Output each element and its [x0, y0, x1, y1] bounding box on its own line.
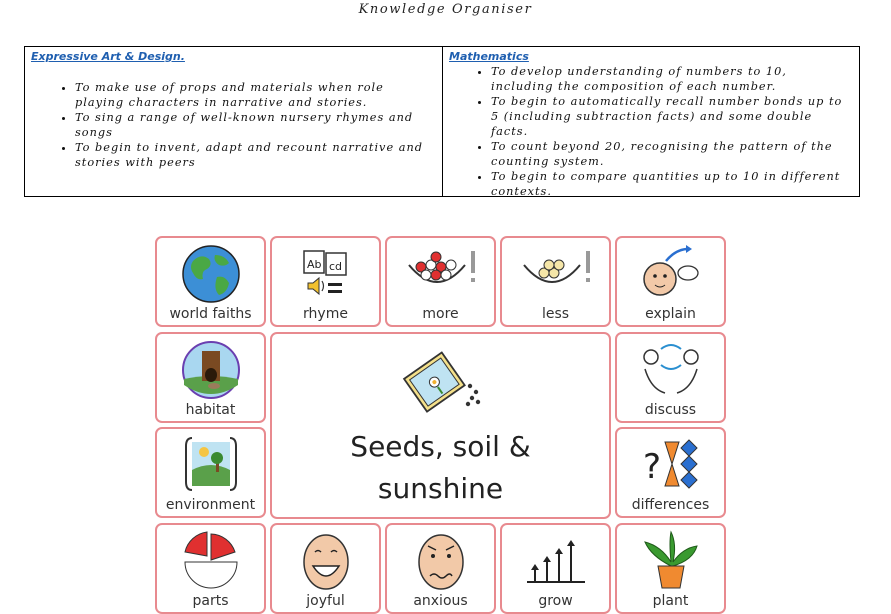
list-item: • To make use of props and materials when role playing characters in narrative and stories.	[75, 80, 436, 110]
list-item: • To begin to automatically recall number bonds up to 5 (including subtraction facts) and some double facts.	[491, 94, 853, 139]
cell-environment	[155, 427, 266, 518]
cell-label: explain	[645, 306, 696, 322]
more-icon	[401, 243, 481, 301]
cell-grow	[500, 523, 611, 614]
seed-packet-icon	[398, 342, 488, 424]
explain-icon	[636, 243, 706, 303]
cell-joyful	[270, 523, 381, 614]
cell-habitat	[155, 332, 266, 423]
cell-differences	[615, 427, 726, 518]
grow-icon	[521, 530, 591, 592]
cell-label: more	[422, 306, 459, 322]
page-title: Knowledge Organiser	[358, 2, 533, 17]
cell-plant	[615, 523, 726, 614]
expressive-art-column	[25, 47, 443, 196]
list-item: • To develop understanding of numbers to 10, including the composition of each number.	[491, 64, 853, 94]
cell-label: rhyme	[303, 306, 348, 322]
cell-label: differences	[631, 497, 710, 513]
svg-text:?: ?	[642, 447, 661, 487]
environment-icon	[180, 434, 242, 496]
globe-icon	[179, 243, 243, 305]
topic-title	[272, 426, 609, 510]
cell-label: world faiths	[169, 306, 252, 322]
cell-parts	[155, 523, 266, 614]
cell-anxious	[385, 523, 496, 614]
differences-icon	[639, 434, 703, 496]
list-item: • To sing a range of well-known nursery rhymes and songs	[75, 110, 436, 140]
cell-label: plant	[652, 593, 689, 609]
cell-world-faiths	[155, 236, 266, 327]
cell-less	[500, 236, 611, 327]
cell-label: environment	[165, 497, 256, 513]
plant-icon	[640, 530, 702, 592]
parts-icon	[180, 530, 242, 592]
cell-label: habitat	[185, 402, 236, 418]
less-icon	[516, 243, 596, 301]
mathematics-column	[443, 47, 859, 196]
cell-label: grow	[538, 593, 573, 609]
discuss-icon	[639, 339, 703, 401]
svg-text:cd: cd	[328, 260, 342, 273]
list-item: • To begin to compare quantities up to 10 in different contexts.	[491, 169, 853, 199]
knowledge-table	[24, 46, 860, 197]
cell-more	[385, 236, 496, 327]
cell-rhyme	[270, 236, 381, 327]
habitat-icon	[180, 339, 242, 401]
cell-explain	[615, 236, 726, 327]
list-item: • To begin to invent, adapt and recount narrative and stories with peers	[75, 140, 436, 170]
svg-text:Ab: Ab	[306, 258, 322, 271]
list-item: • To count beyond 20, recognising the pattern of the counting system.	[491, 139, 853, 169]
expressive-art-list	[31, 80, 436, 170]
cell-label: parts	[192, 593, 229, 609]
anxious-icon	[410, 530, 472, 592]
cell-discuss	[615, 332, 726, 423]
cell-label: discuss	[644, 402, 697, 418]
mathematics-list	[449, 64, 853, 199]
joyful-icon	[295, 530, 357, 592]
cell-label: joyful	[306, 593, 345, 609]
mathematics-heading: Mathematics	[449, 50, 529, 63]
cell-label: anxious	[413, 593, 468, 609]
rhyme-icon	[296, 243, 356, 305]
topic-title-line-2: sunshine	[377, 472, 504, 505]
topic-centre-card	[270, 332, 611, 519]
cell-label: less	[541, 306, 570, 322]
topic-title-line-1: Seeds, soil &	[350, 430, 531, 463]
expressive-art-heading: Expressive Art & Design.	[31, 50, 185, 63]
